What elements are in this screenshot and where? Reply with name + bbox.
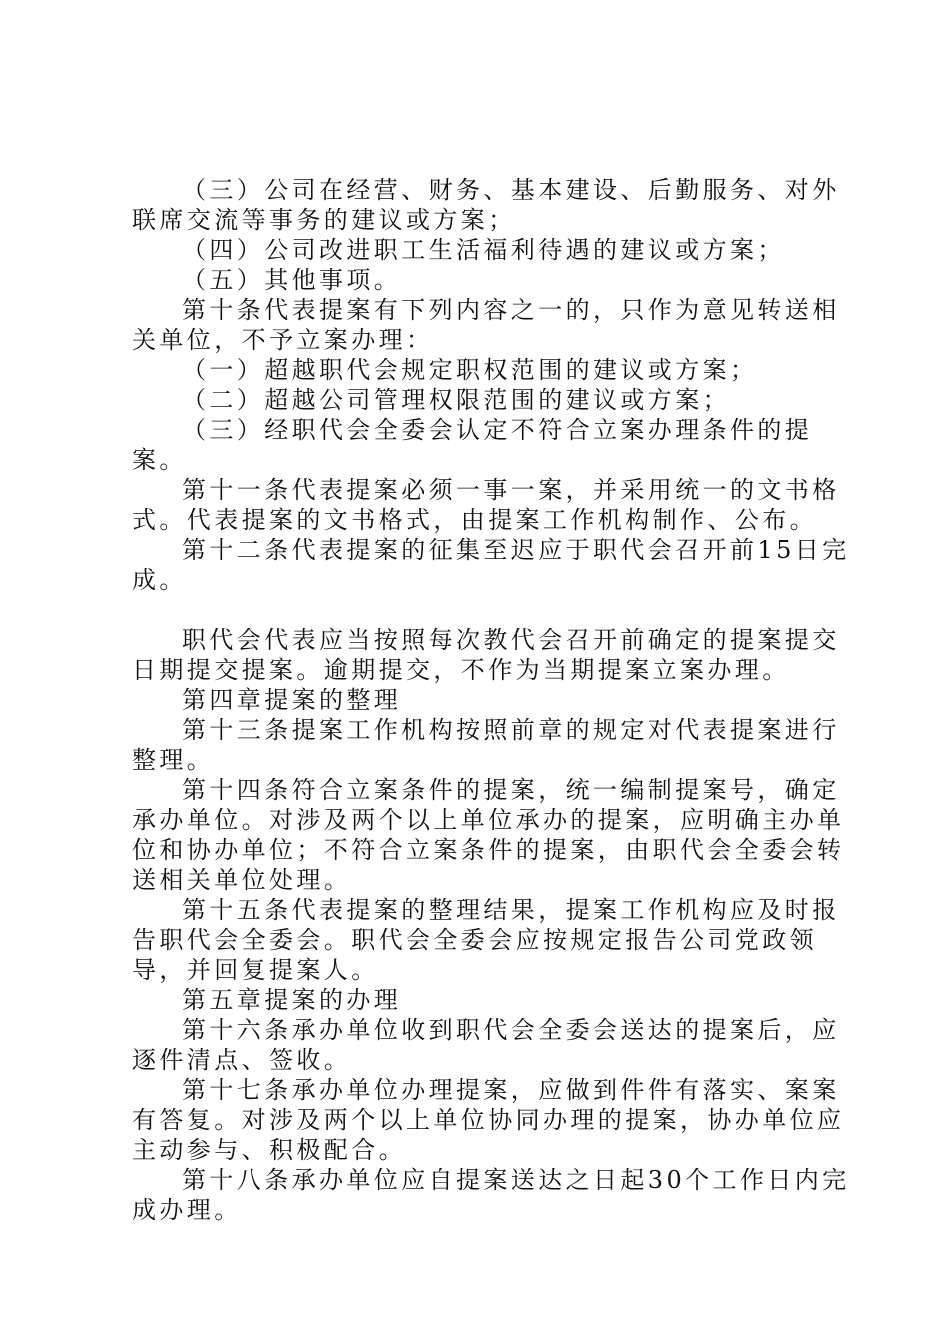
article-10-item-3: （三）经职代会全委会认定不符合立案办理条件的提案。 [132,416,813,474]
article-10-item-1: （一）超越职代会规定职权范围的建议或方案； [182,356,758,384]
paragraph-item-5: （五）其他事项。 [182,266,402,294]
article-10: 第十条代表提案有下列内容之一的，只作为意见转送相关单位，不予立案办理： [132,296,840,354]
article-11: 第十一条代表提案必须一事一案，并采用统一的文书格式。代表提案的文书格式，由提案工作机构制作、公布。 [132,476,840,534]
article-16: 第十六条承办单位收到职代会全委会送达的提案后，应逐件清点、签收。 [132,1016,840,1074]
article-18: 第十八条承办单位应自提案送达之日起30个工作日内完成办理。 [132,1166,850,1224]
document-body [132,175,852,1225]
chapter-5-heading: 第五章提案的办理 [182,986,402,1014]
article-12: 第十二条代表提案的征集至迟应于职代会召开前15日完成。 [132,536,850,594]
paragraph-item-4: （四）公司改进职工生活福利待遇的建议或方案； [182,236,785,264]
article-10-item-2: （二）超越公司管理权限范围的建议或方案； [182,386,730,414]
article-13: 第十三条提案工作机构按照前章的规定对代表提案进行整理。 [132,716,840,774]
chapter-4-heading: 第四章提案的整理 [182,686,402,714]
article-17: 第十七条承办单位办理提案，应做到件件有落实、案案有答复。对涉及两个以上单位协同办理的提案，协办单位应主动参与、积极配合。 [132,1076,845,1164]
article-12-continuation: 职代会代表应当按照每次教代会召开前确定的提案提交日期提交提案。逾期提交，不作为当期提案立案办理。 [132,626,840,684]
article-14: 第十四条符合立案条件的提案，统一编制提案号，确定承办单位。对涉及两个以上单位承办的提案，应明确主办单位和协办单位；不符合立案条件的提案，由职代会全委会转送相关单位处理。 [132,776,845,894]
article-15: 第十五条代表提案的整理结果，提案工作机构应及时报告职代会全委会。职代会全委会应按规定报告公司党政领导，并回复提案人。 [132,896,840,984]
paragraph-item-3: （三）公司在经营、财务、基本建设、后勤服务、对外联席交流等事务的建议或方案； [132,176,840,234]
